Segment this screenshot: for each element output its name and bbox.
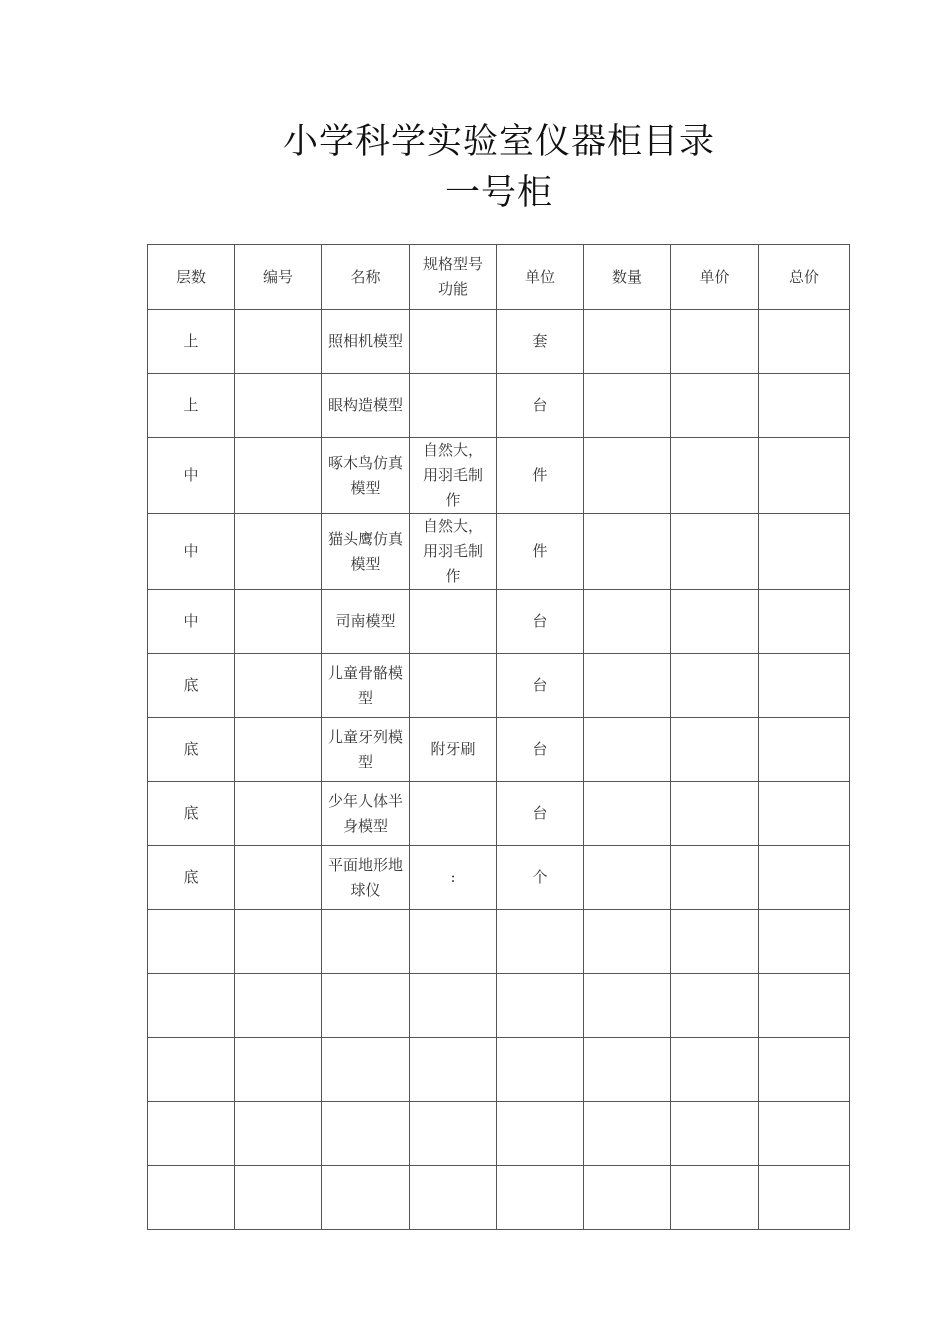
cell-price: [671, 310, 759, 374]
table-row: [148, 782, 850, 846]
cell-level: 底: [148, 654, 235, 718]
cell-spec: 自然大，用羽毛制作: [410, 514, 497, 590]
table-row: [148, 310, 850, 374]
cell-level: 底: [148, 782, 235, 846]
cell-unit: 套: [497, 310, 584, 374]
table-row: [148, 590, 850, 654]
cell-price: [671, 1102, 759, 1166]
cell-total: [759, 590, 850, 654]
cell-code: [235, 718, 322, 782]
cell-qty: [584, 654, 671, 718]
cell-qty: [584, 590, 671, 654]
cell-level: 中: [148, 438, 235, 514]
cell-code: [235, 590, 322, 654]
cell-total: [759, 1102, 850, 1166]
cell-total: [759, 514, 850, 590]
table-row: [148, 514, 850, 590]
cell-total: [759, 374, 850, 438]
cell-price: [671, 590, 759, 654]
cell-qty: [584, 718, 671, 782]
cell-name: 啄木鸟仿真模型: [322, 438, 410, 514]
cell-level: 底: [148, 718, 235, 782]
cell-unit: 件: [497, 438, 584, 514]
cell-code: [235, 846, 322, 910]
catalog-table: [147, 244, 850, 1230]
cell-spec: [410, 1166, 497, 1230]
cell-spec: [410, 974, 497, 1038]
table-row: [148, 974, 850, 1038]
cell-name: 儿童牙列模型: [322, 718, 410, 782]
cell-unit: [497, 910, 584, 974]
cell-price: [671, 718, 759, 782]
cell-unit: 台: [497, 718, 584, 782]
cell-code: [235, 910, 322, 974]
cell-level: 中: [148, 590, 235, 654]
cell-name: 照相机模型: [322, 310, 410, 374]
cell-price: [671, 782, 759, 846]
cell-unit: 件: [497, 514, 584, 590]
cell-name: 少年人体半身模型: [322, 782, 410, 846]
cell-total: [759, 910, 850, 974]
cell-spec: [410, 310, 497, 374]
cell-unit: [497, 1038, 584, 1102]
cell-name: [322, 1038, 410, 1102]
cell-spec: 自然大，用羽毛制作: [410, 438, 497, 514]
cell-total: [759, 654, 850, 718]
cell-name: [322, 1102, 410, 1166]
cell-unit: 台: [497, 590, 584, 654]
cell-code: [235, 374, 322, 438]
header-price: 单价: [671, 245, 759, 310]
table-row: [148, 910, 850, 974]
cell-qty: [584, 1102, 671, 1166]
cell-name: 平面地形地球仪: [322, 846, 410, 910]
cell-qty: [584, 1166, 671, 1230]
cell-spec: [410, 1038, 497, 1102]
cell-qty: [584, 782, 671, 846]
cell-total: [759, 718, 850, 782]
cell-code: [235, 310, 322, 374]
cell-total: [759, 974, 850, 1038]
cell-total: [759, 782, 850, 846]
cell-unit: 台: [497, 654, 584, 718]
cell-price: [671, 654, 759, 718]
cell-spec: :: [410, 846, 497, 910]
cell-qty: [584, 514, 671, 590]
cell-qty: [584, 1038, 671, 1102]
table-row: [148, 718, 850, 782]
cell-total: [759, 310, 850, 374]
cell-code: [235, 782, 322, 846]
cell-name: 司南模型: [322, 590, 410, 654]
cell-spec: [410, 1102, 497, 1166]
table-row: [148, 1102, 850, 1166]
page-subtitle: 一号柜: [444, 173, 553, 213]
cell-code: [235, 514, 322, 590]
cell-price: [671, 374, 759, 438]
table-row: [148, 1038, 850, 1102]
cell-name: 猫头鹰仿真模型: [322, 514, 410, 590]
cell-price: [671, 974, 759, 1038]
cell-code: [235, 974, 322, 1038]
cell-name: [322, 1166, 410, 1230]
cell-price: [671, 1166, 759, 1230]
cell-code: [235, 1038, 322, 1102]
header-code: 编号: [235, 245, 322, 310]
cell-code: [235, 1102, 322, 1166]
cell-code: [235, 1166, 322, 1230]
cell-price: [671, 438, 759, 514]
cell-name: [322, 974, 410, 1038]
cell-code: [235, 438, 322, 514]
page-title: 小学科学实验室仪器柜目录: [282, 122, 715, 162]
table-row: [148, 374, 850, 438]
cell-level: 上: [148, 374, 235, 438]
cell-unit: [497, 1102, 584, 1166]
cell-unit: 台: [497, 374, 584, 438]
header-level: 层数: [148, 245, 235, 310]
cell-unit: [497, 1166, 584, 1230]
cell-qty: [584, 910, 671, 974]
cell-spec: 附牙刷: [410, 718, 497, 782]
cell-qty: [584, 310, 671, 374]
table-row: [148, 654, 850, 718]
cell-level: 中: [148, 514, 235, 590]
cell-price: [671, 846, 759, 910]
cell-qty: [584, 974, 671, 1038]
cell-code: [235, 654, 322, 718]
cell-unit: [497, 974, 584, 1038]
cell-qty: [584, 438, 671, 514]
header-name: 名称: [322, 245, 410, 310]
cell-name: [322, 910, 410, 974]
cell-qty: [584, 374, 671, 438]
table-row: [148, 438, 850, 514]
table-row: [148, 1166, 850, 1230]
cell-level: 上: [148, 310, 235, 374]
table-row: [148, 846, 850, 910]
cell-name: 眼构造模型: [322, 374, 410, 438]
header-spec: 规格型号功能: [410, 245, 497, 310]
cell-total: [759, 438, 850, 514]
cell-qty: [584, 846, 671, 910]
table-header-row: [148, 245, 850, 310]
cell-unit: 个: [497, 846, 584, 910]
header-total: 总价: [759, 245, 850, 310]
cell-level: [148, 1038, 235, 1102]
cell-level: [148, 1102, 235, 1166]
cell-total: [759, 846, 850, 910]
cell-total: [759, 1166, 850, 1230]
cell-price: [671, 514, 759, 590]
cell-name: 儿童骨骼模型: [322, 654, 410, 718]
cell-total: [759, 1038, 850, 1102]
cell-level: [148, 974, 235, 1038]
cell-level: [148, 910, 235, 974]
cell-spec: [410, 374, 497, 438]
header-qty: 数量: [584, 245, 671, 310]
cell-level: [148, 1166, 235, 1230]
cell-price: [671, 910, 759, 974]
cell-spec: [410, 782, 497, 846]
cell-unit: 台: [497, 782, 584, 846]
cell-spec: [410, 590, 497, 654]
cell-spec: [410, 910, 497, 974]
header-unit: 单位: [497, 245, 584, 310]
cell-level: 底: [148, 846, 235, 910]
cell-price: [671, 1038, 759, 1102]
cell-spec: [410, 654, 497, 718]
